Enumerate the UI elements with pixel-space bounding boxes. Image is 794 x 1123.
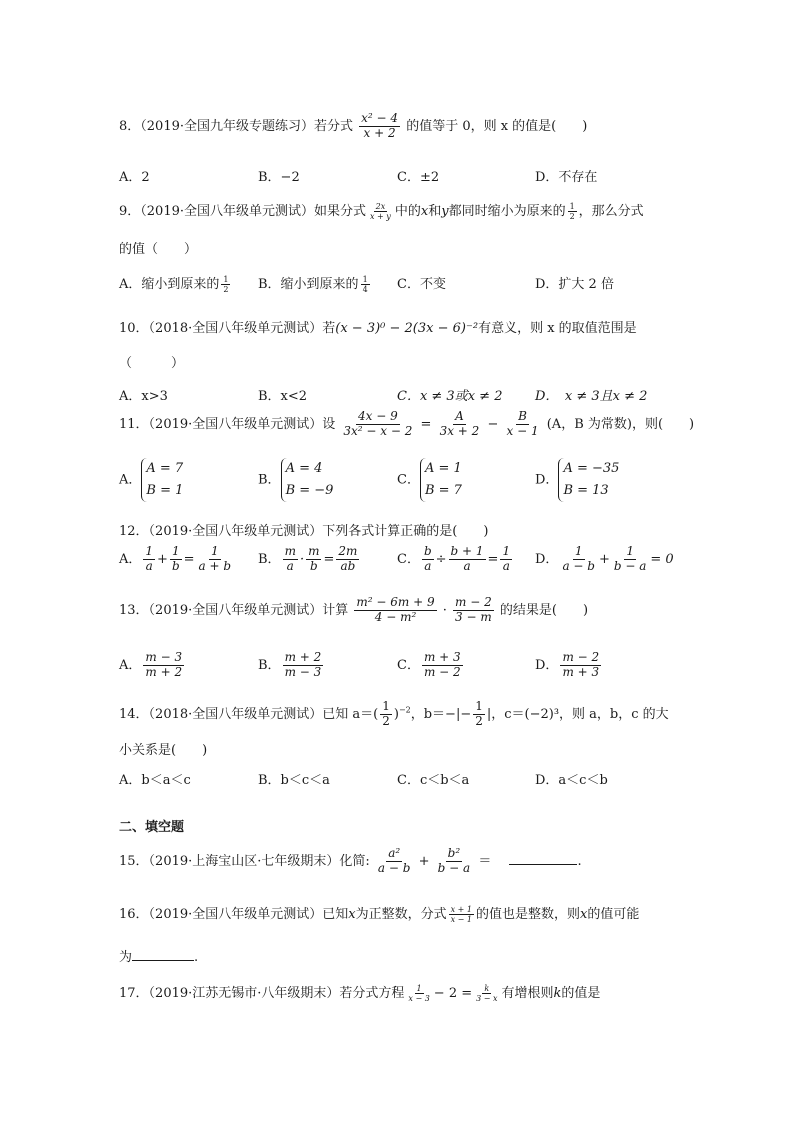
fraction: $\frac{1}{x - 3}$ [408, 983, 430, 1003]
fraction: $\frac{1}{a}$ [145, 544, 154, 573]
option-c: C．±2 [397, 170, 440, 185]
fraction: $\frac{1}{2}$ [382, 699, 390, 728]
option-d: D．扩大 2 倍 [535, 277, 614, 292]
option-d: D． $\frac{1}{a - b}$ + $\frac{1}{b - a}$ = 0 [535, 544, 674, 573]
option-c: C．c＜b＜a [397, 773, 470, 788]
brace-system: A = 4 B = −9 [281, 458, 334, 502]
fraction: $\frac{1}{a - b}$ [562, 544, 595, 573]
fraction: $\frac{2m}{ab}$ [338, 544, 358, 573]
fraction: $\frac{B}{x - 1}$ [506, 409, 539, 438]
option-a: A．x>3 [119, 389, 168, 404]
question-14: 14．（2018·全国八年级单元测试）已知 a＝( $\frac{1}{2}$ )$^{-2}$，b＝−|− $\frac{1}{2}$ |，c＝(−2)³，则 a，b，c 的大 [119, 699, 669, 728]
brace-system: A = 1 B = 7 [420, 458, 462, 502]
question-9: 9．（2019·全国八年级单元测试）如果分式 $\frac{2x}{x + y}$ 中的x和y都同时缩小为原来的 $\frac{1}{2}$ ，那么分式 [119, 201, 644, 221]
fraction: $\frac{1}{2}$ [475, 699, 483, 728]
fraction: $\frac{1}{a}$ [502, 544, 511, 573]
fraction: $\frac{m - 2}{3 - m}$ [455, 595, 492, 624]
fraction: $\frac{1}{b}$ [171, 544, 180, 573]
fraction: $\frac{4x - 9}{\text{3x² − x − 2}}$ [343, 409, 413, 438]
question-11: 11．（2019·全国八年级单元测试）设 $\frac{4x - 9}{\text{3x² − x − 2}}$ = $\frac{A}{3x + 2}$ − $\frac{B}{x - 1}$ (A，B 为常数)，则( ) [119, 409, 695, 438]
option-a: A．2 [119, 170, 150, 185]
question-12: 12．（2019·全国八年级单元测试）下列各式计算正确的是( ) [119, 524, 489, 539]
fraction: $\frac{1}{4}$ [362, 274, 368, 294]
fraction: $\frac{b}{a}$ [423, 544, 432, 573]
option-a: A．b＜a＜c [119, 773, 191, 788]
option-b: B．−2 [258, 170, 300, 185]
fraction: $\frac{\text{b²}}{b - a}$ [437, 846, 471, 875]
question-9-line2: 的值（ ） [119, 242, 198, 257]
question-17: 17．（2019·江苏无锡市·八年级期末）若分式方程 $\frac{1}{x - 3}$ − 2 = $\frac{k}{3 - x}$ 有增根则k的值是 [119, 983, 601, 1003]
fraction: $\frac{1}{a + b}$ [198, 544, 232, 573]
fraction: $\frac{m - 2}{m + 3}$ [562, 650, 600, 679]
option-d: D． $\frac{m - 2}{m + 3}$ [535, 650, 600, 679]
option-d: D． x ≠ 3且x ≠ 2 [535, 389, 648, 404]
option-c: C．x ≠ 3或x ≠ 2 [397, 389, 503, 404]
fraction: $\frac{x + 1}{x - 1}$ [450, 904, 473, 924]
option-b: B． $\frac{m + 2}{m - 3}$ [258, 650, 322, 679]
question-8: 8．（2019·全国九年级专题练习）若分式 $\frac{\text{x² − 4}}{x + 2}$ 的值等于 0，则 x 的值是( ) [119, 111, 588, 140]
question-16: 16．（2019·全国八年级单元测试）已知x为正整数，分式 $\frac{x + 1}{x - 1}$ 的值也是整数，则x的值可能 [119, 904, 640, 924]
option-b: B．b＜c＜a [258, 773, 330, 788]
fraction: $\frac{m + 3}{m - 2}$ [423, 650, 461, 679]
option-a: A．A = 7 B = 1 [119, 458, 183, 502]
option-c: C． $\frac{b}{a}$ ÷ $\frac{b + 1}{a}$ = $\frac{1}{a}$ [397, 544, 511, 573]
fraction: $\frac{2x}{x + y}$ [370, 201, 391, 221]
question-16-line2: 为 . [119, 950, 199, 965]
fraction: $\frac{b + 1}{a}$ [450, 544, 484, 573]
option-b: B．缩小到原来的 $\frac{1}{4}$ [258, 274, 368, 294]
option-a: A．缩小到原来的 $\frac{1}{2}$ [119, 274, 229, 294]
fraction: $\frac{1}{2}$ [569, 201, 575, 221]
brace-system: A = 7 B = 1 [141, 458, 183, 502]
option-c: C． $\frac{m + 3}{m - 2}$ [397, 650, 461, 679]
fraction: $\frac{A}{3x + 2}$ [439, 409, 480, 438]
answer-blank[interactable] [509, 864, 577, 865]
fraction: $\frac{m}{b}$ [308, 544, 320, 573]
option-a: A． $\frac{1}{a}$ + $\frac{1}{b}$ = $\frac{1}{a + b}$ [119, 544, 232, 573]
option-d: D．a＜c＜b [535, 773, 608, 788]
option-c: C．不变 [397, 277, 446, 292]
question-10: 10．（2018·全国八年级单元测试）若(x − 3)⁰ − 2(3x − 6)⁻²有意义，则 x 的取值范围是 [119, 321, 637, 336]
option-b: B．x<2 [258, 389, 308, 404]
fraction: $\frac{\text{a²}}{a - b}$ [377, 846, 411, 875]
option-b: B． $\frac{m}{a}$ · $\frac{m}{b}$ = $\frac{2m}{ab}$ [258, 544, 358, 573]
option-d: D．不存在 [535, 170, 598, 185]
fraction: $\frac{\text{m² − 6m + 9}}{\text{4 − m²}}$ [356, 595, 435, 624]
brace-system: A = −35 B = 13 [558, 458, 619, 502]
question-10-line2: （ ） [119, 356, 185, 371]
question-13: 13．（2019·全国八年级单元测试）计算 $\frac{\text{m² − 6m + 9}}{\text{4 − m²}}$ · $\frac{m - 2}{3 - m}$ 的结果是( ) [119, 595, 589, 624]
option-d: D．A = −35 B = 13 [535, 458, 619, 502]
fraction: $\frac{1}{2}$ [223, 274, 229, 294]
question-15: 15．（2019·上海宝山区·七年级期末）化简: $\frac{\text{a²}}{a - b}$ + $\frac{\text{b²}}{b - a}$ ＝ . [119, 846, 582, 875]
option-a: A． $\frac{m - 3}{m + 2}$ [119, 650, 183, 679]
option-b: B．A = 4 B = −9 [258, 458, 333, 502]
fraction: $\frac{m}{a}$ [284, 544, 296, 573]
fraction: $\frac{k}{3 - x}$ [476, 983, 498, 1003]
section-heading: 二、填空题 [119, 820, 185, 835]
fraction: $\frac{m + 2}{m - 3}$ [284, 650, 322, 679]
fraction: $\frac{1}{b - a}$ [613, 544, 647, 573]
fraction: $\frac{\text{x² − 4}}{x + 2}$ [361, 111, 399, 140]
option-c: C．A = 1 B = 7 [397, 458, 462, 502]
answer-blank[interactable] [132, 960, 194, 961]
question-14-line2: 小关系是( ) [119, 743, 208, 758]
fraction: $\frac{m - 3}{m + 2}$ [145, 650, 183, 679]
